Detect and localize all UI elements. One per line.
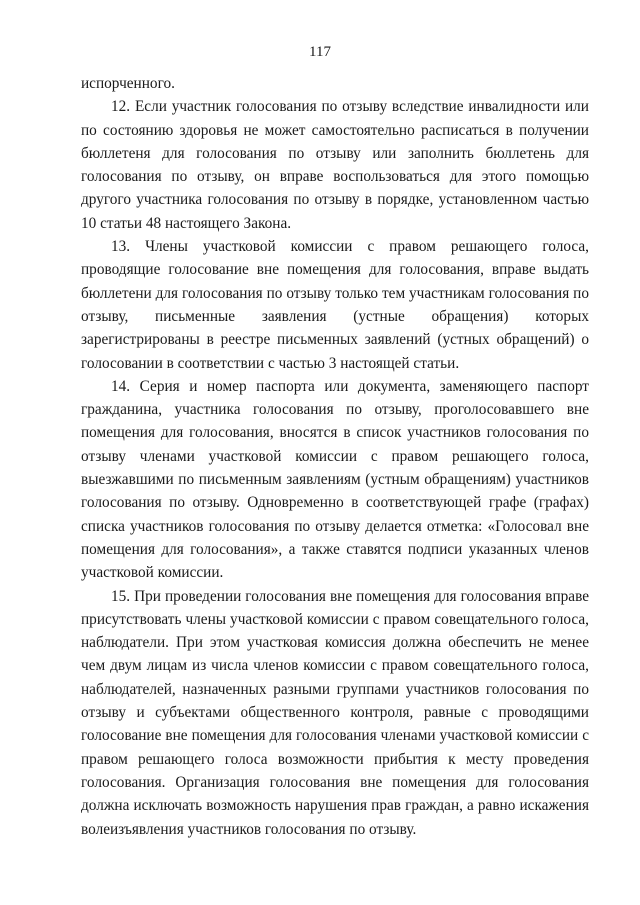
paragraph-13: 13. Члены участковой комиссии с правом решающего голоса, проводящие голосование вне помещения для голосования, вправе выдать бюллетени для голосования по отзыву только тем участникам голосования по отзыву, письменные заявления (устные обращения) которых зарегистрированы в реестре письменных заявлений (устных обращений) о голосовании в соответствии с частью 3 настоящей статьи. — [81, 238, 589, 372]
paragraph-continuation: испорченного. — [81, 75, 175, 92]
paragraph-12: 12. Если участник голосования по отзыву вследствие инвалидности или по состоянию здоровья не может самостоятельно расписаться в получении бюллетеня для голосования по отзыву или заполнить бюллетень для голосования по отзыву, он вправе воспользоваться для этого помощью другого участника голосования по отзыву в порядке, установленном частью 10 статьи 48 настоящего Закона. — [81, 98, 589, 232]
paragraph-14: 14. Серия и номер паспорта или документа, заменяющего паспорт гражданина, участника голосования по отзыву, проголосовавшего вне помещения для голосования, вносятся в список участников голосования по отзыву членами участковой комиссии с правом решающего голоса, выезжавшими по письменным заявлениям (устным обращениям) участников голосования по отзыву. Одновременно в соответствующей графе (графах) списка участников голосования по отзыву делается отметка: «Голосовал вне помещения для голосования», а также ставятся подписи указанных членов участковой комиссии. — [81, 377, 589, 582]
document-body — [81, 72, 589, 841]
page-number: 117 — [309, 44, 331, 60]
paragraph-15: 15. При проведении голосования вне помещения для голосования вправе присутствовать члены участковой комиссии с правом совещательного голоса, наблюдатели. При этом участковая комиссия должна обеспечить не менее чем двум лицам из числа членов комиссии с правом совещательного голоса, наблюдателей, назначенных разными группами участников голосования по отзыву и субъектами общественного контроля, равные с проводящими голосование вне помещения для голосования членами участковой комиссии с правом решающего голоса возможности прибытия к месту проведения голосования. Организация голосования вне помещения для голосования должна исключать возможность нарушения прав граждан, а равно искажения волеизъявления участников голосования по отзыву. — [81, 587, 589, 838]
